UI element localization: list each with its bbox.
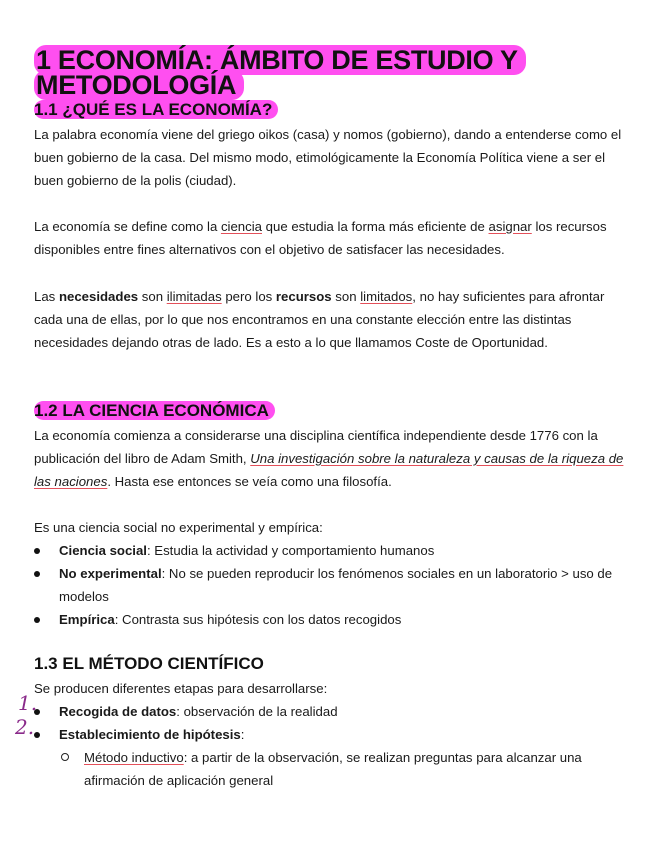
term-limitados: limitados [360, 289, 413, 304]
paragraph-etymology: La palabra economía viene del griego oikos (casa) y nomos (gobierno), dando a entenderse como el buen gobierno de la casa. Del mismo modo, etimológicamente la Economía Política viene a ser el buen gobierno de la polis (ciudad). [34, 127, 622, 188]
paragraph-science-intro: Es una ciencia social no experimental y empírica: [34, 520, 323, 535]
section-title-1-2-text: 1.2 LA CIENCIA ECONÓMICA [34, 401, 275, 420]
chapter-title-text: 1 ECONOMÍA: ÁMBITO DE ESTUDIO Y METODOLOGÍA [34, 45, 526, 100]
bullet-icon [34, 571, 40, 577]
chapter-title [34, 45, 624, 100]
list-item-text: : Estudia la actividad y comportamiento humanos [146, 543, 435, 558]
bullet-icon [34, 617, 40, 623]
paragraph-definition [34, 215, 624, 261]
definition-text-c: los recursos disponibles entre fines alternativos con el objetivo de satisfacer las necesidades. [34, 219, 607, 257]
term-ciencia: ciencia [220, 219, 262, 234]
scarcity-text-d: son [331, 289, 361, 304]
list-item-term: No experimental [59, 566, 162, 581]
hollow-bullet-icon [61, 753, 69, 761]
science-characteristics-list [34, 539, 624, 631]
section-title-1-2 [34, 400, 275, 422]
list-item-term: Establecimiento de hipótesis [59, 727, 241, 742]
list-item-text: : [240, 727, 245, 742]
list-item-text: : No se pueden reproducir los fenómenos sociales en un laboratorio > uso de modelos [59, 566, 613, 604]
book-title: Una investigación sobre la naturaleza y causas de la riqueza de las naciones [34, 451, 624, 489]
list-item [34, 562, 624, 608]
paragraph-method-intro: Se producen diferentes etapas para desarrollarse: [34, 681, 328, 696]
section-title-1-1-text: 1.1 ¿QUÉ ES LA ECONOMÍA? [34, 100, 278, 119]
list-item-term: Empírica [59, 612, 115, 627]
paragraph-history [34, 424, 624, 493]
term-metodo-inductivo: Método inductivo [84, 750, 184, 765]
history-text-a: La economía comienza a considerarse una disciplina científica independiente desde 1776 con la publicación del libro de Adam Smith, [34, 428, 598, 466]
history-text-b: . Hasta ese entonces se veía como una filosofía. [107, 474, 392, 489]
method-steps-list [34, 700, 624, 792]
bullet-icon [34, 732, 40, 738]
definition-text-b: que estudia la forma más eficiente de [262, 219, 489, 234]
list-item-text: : observación de la realidad [176, 704, 338, 719]
term-recursos: recursos [275, 289, 332, 304]
scarcity-text-b: son [138, 289, 167, 304]
scarcity-text-c: pero los [221, 289, 276, 304]
section-title-1-1 [34, 99, 278, 121]
scarcity-text-e: , no hay suficientes para afrontar cada una de ellas, por lo que nos encontramos en una constante elección entre las distintas necesidades dejando otras de lado. Es a esto a lo que llamamos Coste de Oportunidad. [34, 289, 605, 350]
term-necesidades: necesidades [58, 289, 139, 304]
section-title-1-3: 1.3 EL MÉTODO CIENTÍFICO [34, 654, 264, 673]
list-item [34, 700, 624, 723]
scarcity-text-a: Las [34, 289, 59, 304]
sub-list-item [34, 746, 624, 792]
list-item-term: Ciencia social [59, 543, 147, 558]
definition-text-a: La economía se define como la [34, 219, 221, 234]
list-item [34, 608, 624, 631]
list-item-text: : Contrasta sus hipótesis con los datos recogidos [114, 612, 402, 627]
handwritten-number-one: 1. [18, 691, 38, 715]
bullet-icon [34, 548, 40, 554]
list-item-term: Recogida de datos [59, 704, 177, 719]
list-item [34, 723, 624, 746]
term-asignar: asignar [488, 219, 532, 234]
handwritten-number-two: 2. [15, 715, 35, 739]
term-ilimitadas: ilimitadas [166, 289, 222, 304]
list-item [34, 539, 624, 562]
sub-list-item-text: : a partir de la observación, se realizan preguntas para alcanzar una afirmación de aplicación general [84, 750, 582, 788]
paragraph-scarcity [34, 285, 624, 354]
